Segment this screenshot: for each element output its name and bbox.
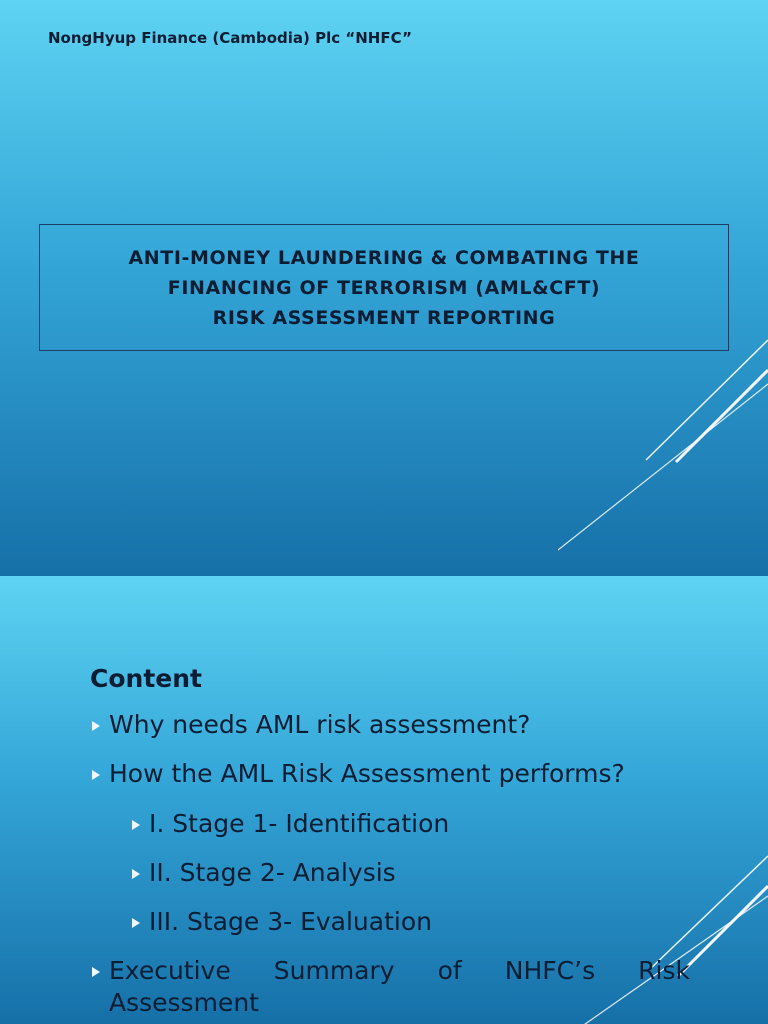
slide-content bbox=[0, 576, 768, 1024]
decorative-lines bbox=[558, 330, 768, 560]
title-line-3: RISK ASSESSMENT REPORTING bbox=[212, 306, 556, 329]
list-item bbox=[92, 709, 530, 741]
list-item-text: How the AML Risk Assessment performs? bbox=[109, 759, 625, 788]
list-item-text: III. Stage 3- Evaluation bbox=[149, 907, 432, 936]
triangle-bullet-icon bbox=[92, 770, 100, 780]
word: Risk bbox=[638, 956, 690, 985]
triangle-bullet-icon bbox=[92, 721, 100, 731]
word: of bbox=[437, 956, 462, 985]
list-item bbox=[132, 857, 396, 889]
list-item bbox=[132, 906, 432, 938]
list-item-text: II. Stage 2- Analysis bbox=[149, 858, 396, 887]
list-item-text bbox=[109, 955, 690, 1019]
list-item bbox=[132, 808, 449, 840]
title-line-2: FINANCING OF TERRORISM (AML&CFT) bbox=[167, 276, 601, 299]
content-heading: Content bbox=[90, 664, 202, 693]
list-item-line-1 bbox=[109, 955, 690, 987]
list-item bbox=[92, 758, 625, 790]
triangle-bullet-icon bbox=[92, 967, 100, 977]
list-item-text: I. Stage 1- Identification bbox=[149, 809, 450, 838]
word: Executive bbox=[109, 956, 231, 985]
word: Summary bbox=[273, 956, 395, 985]
slide-title-text bbox=[128, 243, 639, 333]
list-item bbox=[92, 955, 690, 1019]
title-line-1: ANTI-MONEY LAUNDERING & COMBATING THE bbox=[128, 246, 640, 269]
triangle-bullet-icon bbox=[132, 820, 140, 830]
list-item-line-2: Assessment bbox=[109, 988, 259, 1017]
triangle-bullet-icon bbox=[132, 869, 140, 879]
triangle-bullet-icon bbox=[132, 918, 140, 928]
word: NHFC’s bbox=[504, 956, 596, 985]
company-name: NongHyup Finance (Cambodia) Plc “NHFC” bbox=[48, 29, 413, 47]
list-item-text: Why needs AML risk assessment? bbox=[109, 710, 531, 739]
